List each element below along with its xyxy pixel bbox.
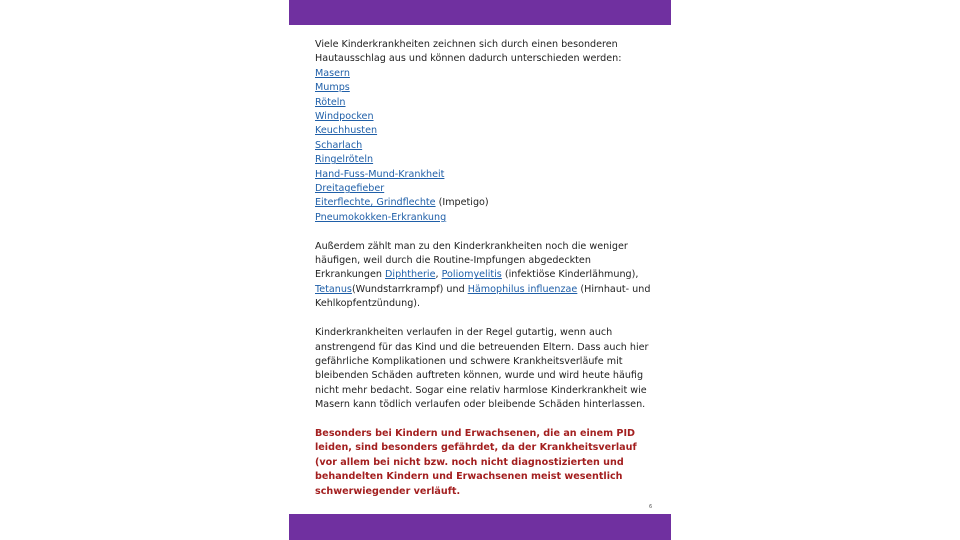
link-tetanus[interactable]: Tetanus <box>315 283 352 295</box>
warning-paragraph: Besonders bei Kindern und Erwachsenen, die an einem PID leiden, sind besonders gefährdet, da der Krankheitsverlauf (vor allem bei nicht bzw. noch nicht diagnostizierten und behandelten Kindern und Erwachsenen meist wesentlich schwerwiegender verläuft. <box>315 427 637 497</box>
link-poliomyelitis[interactable]: Poliomyelitis <box>441 269 502 281</box>
disease-suffix: (Impetigo) <box>435 197 489 209</box>
disease-link[interactable]: Masern <box>315 67 350 79</box>
paragraph-routine-vaccinations <box>315 240 651 312</box>
disease-link[interactable]: Scharlach <box>315 139 363 151</box>
para2-text-2: , <box>435 269 442 281</box>
footer-band <box>289 514 671 540</box>
para2-text-1: Außerdem zählt man zu den Kinderkrankheiten noch die weniger häufigen, weil durch die Routine-Impfungen abgedeckten Erkrankungen <box>315 240 628 281</box>
intro-text: Viele Kinderkrankheiten zeichnen sich durch einen besonderen Hautausschlag aus und können dadurch unterschieden werden: <box>315 39 622 65</box>
disease-link[interactable]: Eiterflechte, Grindflechte <box>315 197 436 209</box>
disease-list-item <box>315 110 651 124</box>
disease-link[interactable]: Pneumokokken-Erkrankung <box>315 211 447 223</box>
para2-text-5: (Hirnhaut- und Kehlkopfentzündung). <box>315 283 651 310</box>
disease-link[interactable]: Röteln <box>315 96 346 108</box>
disease-list-item <box>315 96 651 110</box>
page-number: 6 <box>649 504 653 510</box>
disease-link[interactable]: Windpocken <box>315 111 374 123</box>
disease-list-item <box>315 81 651 95</box>
disease-list-item <box>315 182 651 196</box>
page-content <box>315 38 651 499</box>
disease-list-item <box>315 196 651 210</box>
disease-link[interactable]: Ringelröteln <box>315 154 374 166</box>
disease-link[interactable]: Dreitagefieber <box>315 183 385 195</box>
disease-link[interactable]: Hand-Fuss-Mund-Krankheit <box>315 168 445 180</box>
para2-text-4: (Wundstarrkrampf) und <box>351 283 468 295</box>
link-diphtherie[interactable]: Diphtherie <box>385 269 436 281</box>
document-page <box>289 0 671 540</box>
para2-text-3: (infektiöse Kinderlähmung), <box>501 269 639 281</box>
paragraph-course: Kinderkrankheiten verlaufen in der Regel gutartig, wenn auch anstrengend für das Kind und die betreuenden Eltern. Dass auch hier gefährliche Komplikationen und schwere Krankheitsverläufe mit bleibenden Schäden auftreten können, wurde und wird heute häufig nicht mehr bedacht. Sogar eine relativ harmlose Kinderkrankheit wie Masern kann tödlich verlaufen oder bleibende Schäden hinterlassen. <box>315 327 649 411</box>
disease-list-item <box>315 211 651 225</box>
disease-list-item <box>315 139 651 153</box>
disease-list-item <box>315 153 651 167</box>
disease-list-item <box>315 168 651 182</box>
header-band <box>289 0 671 25</box>
disease-list-item <box>315 67 651 81</box>
disease-list <box>315 67 651 225</box>
disease-list-item <box>315 124 651 138</box>
disease-link[interactable]: Mumps <box>315 82 350 94</box>
disease-link[interactable]: Keuchhusten <box>315 125 378 137</box>
link-haemophilus-influenzae[interactable]: Hämophilus influenzae <box>467 283 578 295</box>
